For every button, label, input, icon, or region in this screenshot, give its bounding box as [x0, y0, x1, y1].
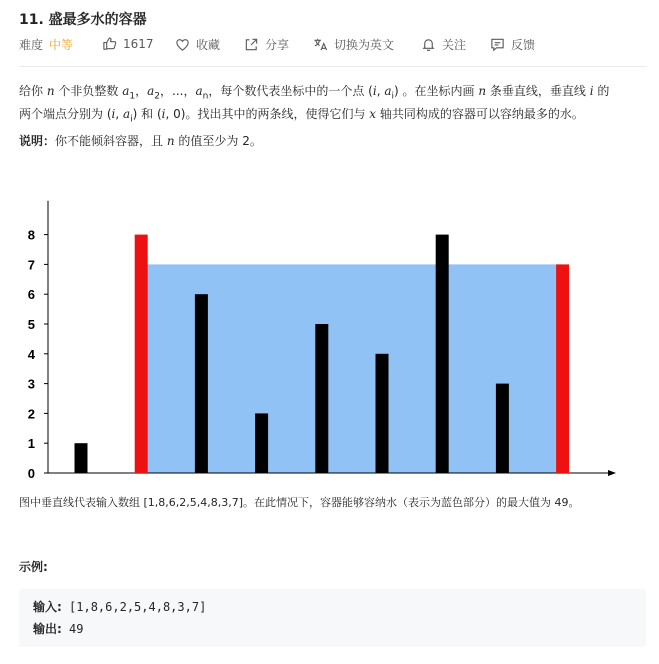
problem-title: 11. 盛最多水的容器 [19, 12, 147, 28]
translate-icon [313, 37, 328, 52]
y-tick-label: 0 [27, 466, 35, 481]
desc-text: ， [135, 84, 148, 98]
like-count: 1617 [123, 36, 154, 51]
difficulty-group [19, 36, 73, 53]
like-button[interactable] [102, 36, 154, 51]
desc-text: 给你 [19, 84, 47, 98]
y-tick-label: 1 [27, 436, 35, 452]
example-title: 示例: [19, 560, 48, 574]
desc-var: i [161, 107, 166, 122]
chart-caption: 图中垂直线代表输入数组 [1,8,6,2,5,4,8,3,7]。在此情况下，容器能够容纳水（表示为蓝色部分）的最大值为 49。 [19, 496, 580, 509]
language-toggle[interactable] [313, 36, 394, 53]
share-label: 分享 [265, 38, 290, 52]
example-output-line [33, 620, 84, 637]
desc-text: 个非负整数 [54, 84, 123, 98]
difficulty-label: 难度 [19, 38, 44, 52]
desc-text: 的 [593, 84, 610, 98]
desc-var: a [147, 84, 155, 98]
desc-var: x [369, 107, 377, 122]
note-text: 的值至少为 2。 [174, 134, 262, 148]
desc-text: 两个端点分别为 ( [19, 107, 112, 122]
desc-var: a [122, 84, 130, 98]
desc-var: i [589, 84, 594, 98]
desc-text: ， [183, 84, 196, 98]
desc-var: n [478, 84, 487, 98]
input-label: 输入: [33, 600, 62, 614]
language-label: 切换为英文 [334, 38, 395, 52]
problem-note [19, 132, 649, 150]
feedback-label: 反馈 [511, 38, 536, 52]
note-label: 说明 [19, 134, 44, 148]
desc-var: n [46, 84, 55, 98]
desc-sub: i [130, 114, 133, 125]
bar [315, 324, 328, 473]
desc-text: ， [160, 84, 173, 98]
feedback-button[interactable] [490, 36, 535, 53]
feedback-icon [490, 37, 505, 52]
output-label: 输出: [33, 622, 62, 636]
note-text: 你不能倾斜容器，且 [55, 134, 167, 148]
y-tick-label: 8 [27, 227, 35, 243]
bar [436, 235, 449, 473]
share-icon [244, 37, 259, 52]
container-chart [0, 185, 659, 490]
y-tick-label: 4 [27, 346, 35, 362]
y-tick-label: 5 [27, 317, 35, 332]
desc-sub: 1 [129, 91, 136, 102]
bar [75, 443, 88, 473]
desc-text: 条垂直线，垂直线 [486, 84, 590, 98]
favorite-button[interactable] [175, 36, 220, 53]
example-code-block [19, 589, 646, 647]
y-tick-label: 3 [27, 376, 35, 392]
desc-var: a [384, 84, 392, 98]
desc-text: ) 和 ( [132, 107, 162, 122]
desc-var: a [122, 107, 131, 122]
favorite-label: 收藏 [196, 38, 221, 52]
share-button[interactable] [244, 36, 289, 53]
bar [376, 354, 389, 473]
bar [195, 294, 208, 473]
thumbs-up-icon [102, 36, 117, 51]
desc-sub: n [202, 91, 209, 102]
highlight-bar [135, 235, 148, 473]
desc-text: , 0)。找出其中的两条线，使得它们与 [165, 107, 370, 122]
desc-text: , [376, 84, 385, 98]
desc-var: i [372, 84, 377, 98]
desc-var: i [111, 107, 116, 122]
y-tick-label: 7 [27, 257, 35, 273]
desc-sub: 2 [154, 91, 160, 102]
x-axis-arrow [608, 470, 616, 476]
bell-icon [421, 37, 436, 52]
desc-text: ... [172, 84, 184, 98]
desc-text: , [115, 107, 123, 122]
y-tick-label: 6 [27, 287, 35, 303]
highlight-bar [556, 264, 569, 473]
desc-sub: i [391, 91, 395, 102]
input-value: [1,8,6,2,5,4,8,3,7] [61, 600, 207, 614]
follow-button[interactable] [421, 36, 466, 53]
y-tick-label: 2 [27, 406, 35, 422]
bar [496, 384, 509, 473]
header-divider [19, 66, 647, 67]
desc-text: ，每个数代表坐标中的一个点 ( [208, 84, 373, 98]
desc-text: ) 。在坐标内画 [394, 84, 479, 98]
heart-icon [175, 37, 190, 52]
desc-var: a [195, 84, 203, 98]
follow-label: 关注 [442, 38, 467, 52]
meta-toolbar [19, 36, 647, 56]
desc-text: 轴共同构成的容器可以容纳最多的水。 [376, 107, 584, 122]
note-colon: ： [43, 134, 56, 148]
bar [255, 413, 268, 473]
problem-description [19, 82, 649, 129]
output-value: 49 [61, 622, 84, 636]
example-input-line [33, 598, 206, 615]
difficulty-badge: 中等 [49, 38, 74, 52]
note-var: n [166, 134, 175, 148]
